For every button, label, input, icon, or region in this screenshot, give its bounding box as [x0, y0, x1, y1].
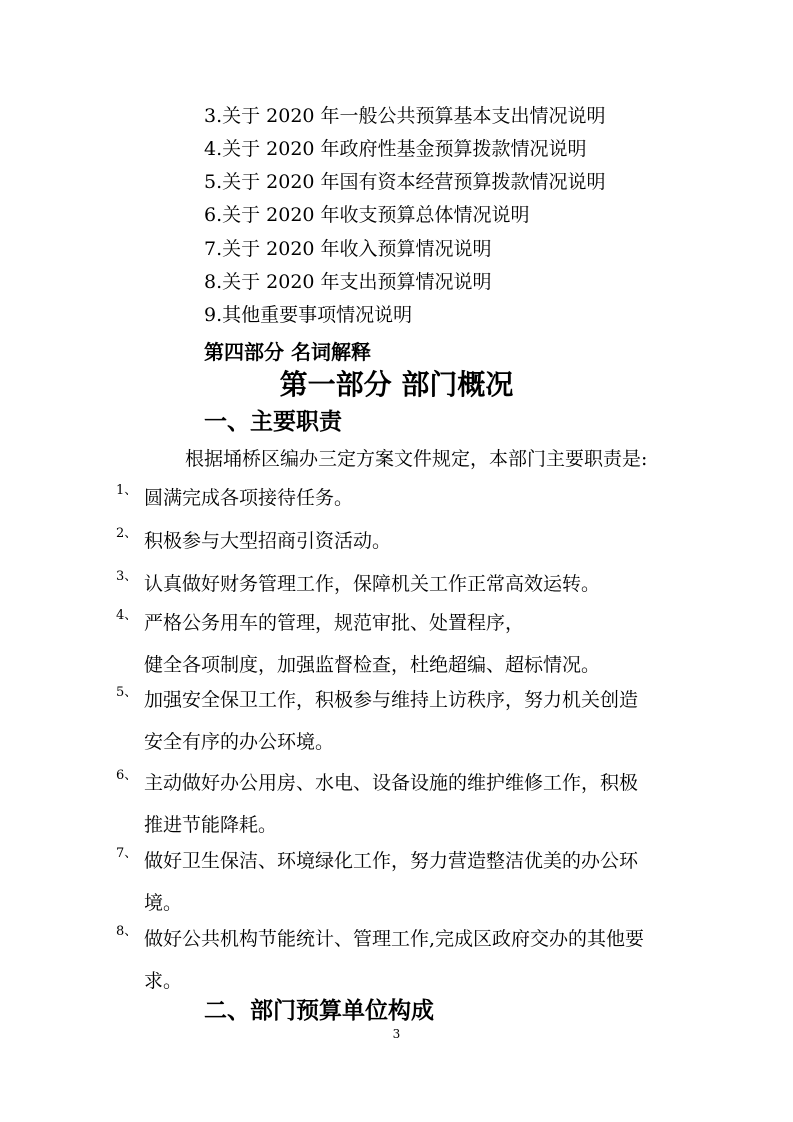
- toc-part4-heading: 第四部分 名词解释: [204, 340, 371, 364]
- duty-line: 推进节能降耗。: [144, 814, 278, 836]
- duty-item: [116, 762, 716, 846]
- duty-number: 4、: [116, 608, 138, 623]
- duty-line: 健全各项制度，加强监督检查，杜绝超编、超标情况。: [144, 654, 601, 676]
- page-title: 第一部分 部门概况: [279, 368, 514, 401]
- toc-item: 8.关于 2020 年支出预算情况说明: [204, 271, 492, 293]
- duty-item: [116, 679, 716, 763]
- duty-line: 求。: [144, 970, 183, 992]
- duty-line: 严格公务用车的管理，规范审批、处置程序，: [144, 612, 525, 634]
- duty-line: 认真做好财务管理工作，保障机关工作正常高效运转。: [144, 573, 601, 595]
- duty-number: 7、: [116, 846, 138, 861]
- section-heading-duties: 一、主要职责: [204, 409, 342, 435]
- duty-item: [116, 602, 716, 686]
- duty-number: 8、: [116, 924, 138, 939]
- duty-line: 加强安全保卫工作，积极参与维持上访秩序，努力机关创造: [144, 689, 639, 711]
- duty-item: [116, 840, 716, 924]
- duty-line: 做好公共机构节能统计、管理工作,完成区政府交办的其他要: [144, 928, 645, 950]
- toc-item: 5.关于 2020 年国有资本经营预算拨款情况说明: [204, 171, 606, 193]
- section-heading-units: 二、部门预算单位构成: [204, 998, 434, 1024]
- toc-item: 3.关于 2020 年一般公共预算基本支出情况说明: [204, 105, 606, 127]
- toc-item: 7.关于 2020 年收入预算情况说明: [204, 238, 492, 260]
- duty-item: [116, 918, 716, 1002]
- duty-line: 圆满完成各项接待任务。: [144, 487, 354, 509]
- duty-number: 5、: [116, 685, 138, 700]
- duty-line: 境。: [144, 892, 183, 914]
- duty-line: 积极参与大型招商引资活动。: [144, 530, 392, 552]
- duty-number: 1、: [116, 483, 138, 498]
- duty-number: 3、: [116, 569, 138, 584]
- toc-item: 6.关于 2020 年收支预算总体情况说明: [204, 204, 530, 226]
- duty-line: 做好卫生保洁、环境绿化工作，努力营造整洁优美的办公环: [144, 850, 639, 872]
- duty-item: [116, 520, 716, 562]
- duty-number: 2、: [116, 526, 138, 541]
- page-number: 3: [392, 1027, 401, 1041]
- toc-item: 9.其他重要事项情况说明: [204, 304, 413, 326]
- duty-line: 安全有序的办公环境。: [144, 731, 335, 753]
- duty-item: [116, 477, 716, 519]
- toc-item: 4.关于 2020 年政府性基金预算拨款情况说明: [204, 138, 587, 160]
- duty-line: 主动做好办公用房、水电、设备设施的维护维修工作，积极: [144, 772, 639, 794]
- intro-paragraph: 根据埇桥区编办三定方案文件规定，本部门主要职责是:: [185, 448, 648, 470]
- duty-item: [116, 563, 716, 605]
- duty-number: 6、: [116, 768, 138, 783]
